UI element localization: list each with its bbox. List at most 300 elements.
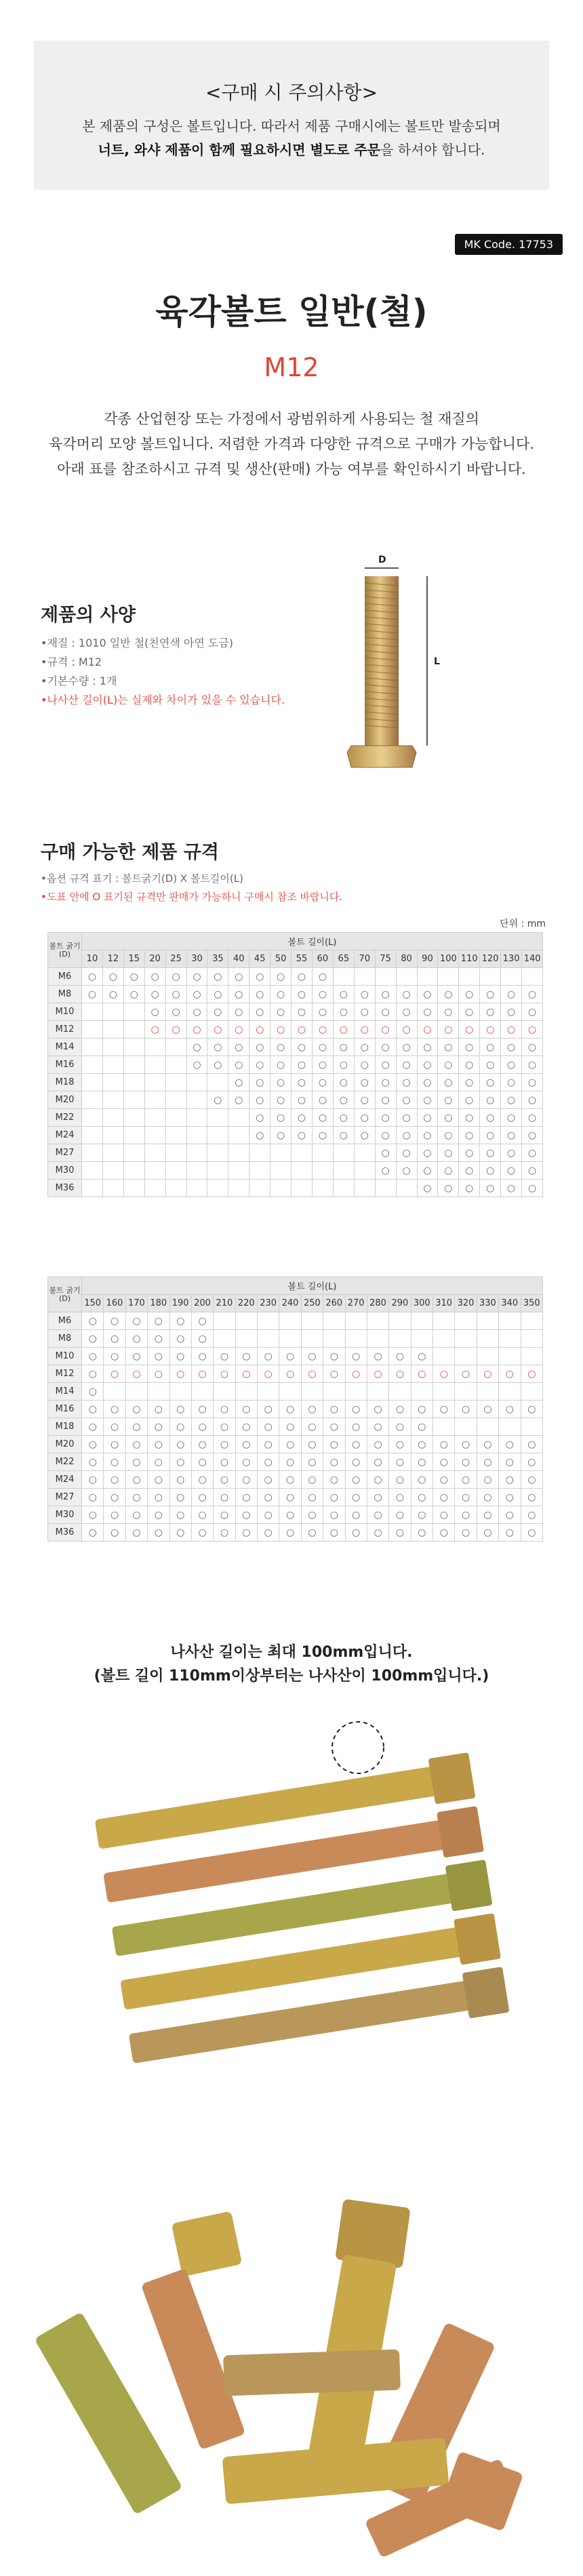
availability-cell: ○ <box>345 1401 367 1418</box>
availability-cell <box>323 1330 345 1348</box>
availability-cell: ○ <box>235 1453 257 1471</box>
availability-cell: ○ <box>433 1436 455 1453</box>
availability-cell: ○ <box>123 968 144 986</box>
availability-cell: ○ <box>82 1453 104 1471</box>
availability-cell: ○ <box>345 1453 367 1471</box>
availability-cell <box>82 1180 103 1197</box>
availability-cell: ○ <box>279 1436 301 1453</box>
availability-cell <box>333 1180 354 1197</box>
availability-cell: ○ <box>477 1489 498 1506</box>
availability-cell: ○ <box>499 1471 521 1489</box>
availability-cell: ○ <box>480 1074 501 1091</box>
availability-cell: ○ <box>249 1003 270 1021</box>
availability-cell: ○ <box>389 1524 411 1542</box>
availability-cell: ○ <box>459 1144 480 1162</box>
table-row <box>48 1330 543 1348</box>
length-header-cell: 130 <box>501 950 522 968</box>
availability-cell: ○ <box>249 1127 270 1144</box>
availability-cell: ○ <box>214 1489 235 1506</box>
availability-cell: ○ <box>333 1021 354 1039</box>
availability-cell: ○ <box>165 986 186 1003</box>
availability-cell: ○ <box>82 1383 104 1401</box>
availability-cell: ○ <box>148 1489 169 1506</box>
availability-cell: ○ <box>191 1418 213 1436</box>
availability-cell: ○ <box>521 1401 543 1418</box>
availability-cell: ○ <box>455 1453 477 1471</box>
size-cell: M20 <box>48 1436 82 1453</box>
table-row <box>48 1021 543 1039</box>
availability-cell <box>165 1127 186 1144</box>
length-header-cell: 280 <box>367 1295 388 1312</box>
length-header-cell: 12 <box>102 950 123 968</box>
availability-cell <box>270 1180 292 1197</box>
availability-cell: ○ <box>522 1021 543 1039</box>
availability-cell <box>411 1383 433 1401</box>
availability-cell: ○ <box>417 1180 438 1197</box>
availability-cell: ○ <box>345 1506 367 1524</box>
availability-cell: ○ <box>417 1091 438 1109</box>
availability-cell: ○ <box>459 1039 480 1056</box>
availability-cell: ○ <box>438 1003 459 1021</box>
availability-cell: ○ <box>433 1524 455 1542</box>
availability-cell: ○ <box>186 1056 207 1074</box>
size-column-header: 볼트 굵기 (D) <box>48 1277 82 1312</box>
table-row <box>48 1091 543 1109</box>
availability-cell: ○ <box>367 1453 388 1471</box>
availability-cell: ○ <box>207 986 228 1003</box>
availability-cell <box>82 1003 103 1021</box>
availability-cell <box>333 1162 354 1180</box>
availability-cell <box>279 1312 301 1330</box>
availability-cell: ○ <box>214 1365 235 1383</box>
availability-cell: ○ <box>279 1418 301 1436</box>
availability-cell: ○ <box>459 1127 480 1144</box>
availability-cell: ○ <box>258 1453 279 1471</box>
availability-cell <box>459 968 480 986</box>
availability-cell <box>411 1312 433 1330</box>
availability-cell: ○ <box>417 1144 438 1162</box>
spec-list <box>41 634 285 710</box>
availability-cell: ○ <box>270 1127 292 1144</box>
availability-cell: ○ <box>389 1365 411 1383</box>
unit-label: 단위 : mm <box>500 919 546 929</box>
availability-cell: ○ <box>375 1109 396 1127</box>
availability-cell: ○ <box>169 1453 191 1471</box>
availability-cell: ○ <box>104 1524 125 1542</box>
availability-cell: ○ <box>477 1401 498 1418</box>
availability-cell <box>312 1162 333 1180</box>
availability-cell: ○ <box>480 1056 501 1074</box>
availability-cell: ○ <box>501 1003 522 1021</box>
availability-cell: ○ <box>333 1039 354 1056</box>
availability-cell: ○ <box>459 1074 480 1091</box>
availability-cell: ○ <box>323 1436 345 1453</box>
availability-cell: ○ <box>521 1365 543 1383</box>
availability-cell: ○ <box>82 1418 104 1436</box>
availability-cell: ○ <box>270 1074 292 1091</box>
availability-cell <box>82 1056 103 1074</box>
availability-cell <box>214 1330 235 1348</box>
availability-cell <box>455 1383 477 1401</box>
availability-cell <box>258 1312 279 1330</box>
availability-cell: ○ <box>279 1401 301 1418</box>
table-row <box>48 1524 543 1542</box>
availability-cell: ○ <box>169 1330 191 1348</box>
availability-cell: ○ <box>480 1144 501 1162</box>
availability-cell: ○ <box>312 1039 333 1056</box>
availability-cell <box>102 1091 123 1109</box>
availability-cell <box>499 1348 521 1365</box>
availability-cell <box>367 1383 388 1401</box>
availability-cell <box>144 1074 165 1091</box>
thread-end-marker <box>332 1722 384 1773</box>
availability-cell: ○ <box>191 1471 213 1489</box>
availability-cell <box>249 1180 270 1197</box>
bolts-product-photo-1 <box>0 1702 583 2162</box>
length-group-header: 볼트 길이(L) <box>82 1277 543 1295</box>
availability-cell: ○ <box>207 1056 228 1074</box>
availability-cell: ○ <box>228 1021 249 1039</box>
availability-cell: ○ <box>396 986 417 1003</box>
availability-cell: ○ <box>148 1453 169 1471</box>
availability-cell <box>144 1109 165 1127</box>
availability-cell: ○ <box>292 1091 313 1109</box>
availability-cell: ○ <box>301 1453 323 1471</box>
availability-cell: ○ <box>480 1109 501 1127</box>
availability-cell: ○ <box>411 1489 433 1506</box>
table-row <box>48 1180 543 1197</box>
size-cell: M16 <box>48 1401 82 1418</box>
availability-cell: ○ <box>389 1401 411 1418</box>
availability-cell: ○ <box>323 1453 345 1471</box>
availability-cell: ○ <box>522 1056 543 1074</box>
availability-cell: ○ <box>417 1003 438 1021</box>
size-table-short <box>47 932 543 1197</box>
dimension-label-d: D <box>378 555 386 565</box>
table-row <box>48 1312 543 1330</box>
availability-cell: ○ <box>455 1365 477 1383</box>
availability-cell <box>375 968 396 986</box>
table-row <box>48 1471 543 1489</box>
length-header-cell: 140 <box>522 950 543 968</box>
availability-cell: ○ <box>228 1039 249 1056</box>
availability-cell <box>258 1383 279 1401</box>
availability-cell <box>455 1312 477 1330</box>
availability-cell <box>345 1383 367 1401</box>
availability-cell: ○ <box>249 1091 270 1109</box>
table-row <box>48 1436 543 1453</box>
availability-cell <box>207 1074 228 1091</box>
size-cell: M30 <box>48 1162 82 1180</box>
availability-cell <box>480 968 501 986</box>
table-row <box>48 1074 543 1091</box>
availability-cell: ○ <box>148 1436 169 1453</box>
length-header-cell: 55 <box>292 950 313 968</box>
length-header-cell: 75 <box>375 950 396 968</box>
length-header-cell: 10 <box>82 950 103 968</box>
table-row <box>48 986 543 1003</box>
availability-cell <box>258 1330 279 1348</box>
availability-cell <box>292 1144 313 1162</box>
availability-cell <box>186 1109 207 1127</box>
availability-cell: ○ <box>82 968 103 986</box>
availability-cell: ○ <box>389 1348 411 1365</box>
availability-cell: ○ <box>375 1162 396 1180</box>
availability-cell: ○ <box>235 1524 257 1542</box>
size-table-title: 구매 가능한 제품 규격 <box>41 842 219 863</box>
availability-cell: ○ <box>417 1039 438 1056</box>
size-column-header: 볼트 굵기 (D) <box>48 933 82 968</box>
availability-cell <box>186 1074 207 1091</box>
length-header-cell: 150 <box>82 1295 104 1312</box>
length-header-cell: 160 <box>104 1295 125 1312</box>
availability-cell <box>270 1144 292 1162</box>
availability-cell: ○ <box>82 986 103 1003</box>
availability-cell <box>499 1418 521 1436</box>
availability-cell <box>375 1180 396 1197</box>
availability-cell: ○ <box>455 1401 477 1418</box>
availability-cell: ○ <box>186 1021 207 1039</box>
availability-cell: ○ <box>312 986 333 1003</box>
availability-cell <box>82 1162 103 1180</box>
availability-cell: ○ <box>165 968 186 986</box>
availability-cell: ○ <box>125 1312 147 1330</box>
availability-cell: ○ <box>207 1021 228 1039</box>
availability-cell: ○ <box>169 1471 191 1489</box>
availability-cell: ○ <box>258 1418 279 1436</box>
availability-cell: ○ <box>228 986 249 1003</box>
availability-cell: ○ <box>148 1401 169 1418</box>
availability-cell: ○ <box>433 1506 455 1524</box>
availability-cell <box>165 1109 186 1127</box>
availability-cell: ○ <box>501 1074 522 1091</box>
availability-cell: ○ <box>480 986 501 1003</box>
availability-cell: ○ <box>214 1401 235 1418</box>
length-header-cell: 180 <box>148 1295 169 1312</box>
availability-cell: ○ <box>312 1091 333 1109</box>
availability-cell <box>477 1383 498 1401</box>
size-cell: M10 <box>48 1348 82 1365</box>
availability-cell: ○ <box>125 1471 147 1489</box>
availability-cell: ○ <box>258 1436 279 1453</box>
availability-cell <box>82 1021 103 1039</box>
availability-cell <box>235 1383 257 1401</box>
availability-cell <box>214 1312 235 1330</box>
availability-cell: ○ <box>389 1453 411 1471</box>
availability-cell: ○ <box>270 986 292 1003</box>
availability-cell: ○ <box>345 1489 367 1506</box>
availability-cell: ○ <box>148 1506 169 1524</box>
availability-cell <box>123 1109 144 1127</box>
table-row <box>48 968 543 986</box>
availability-cell: ○ <box>82 1365 104 1383</box>
availability-cell: ○ <box>125 1401 147 1418</box>
availability-cell: ○ <box>235 1471 257 1489</box>
availability-cell <box>521 1348 543 1365</box>
availability-cell: ○ <box>258 1524 279 1542</box>
availability-cell <box>228 1127 249 1144</box>
availability-cell: ○ <box>323 1348 345 1365</box>
availability-cell <box>522 968 543 986</box>
availability-cell: ○ <box>459 1109 480 1127</box>
size-cell: M14 <box>48 1383 82 1401</box>
size-cell: M12 <box>48 1021 82 1039</box>
availability-cell: ○ <box>301 1506 323 1524</box>
availability-cell: ○ <box>459 1180 480 1197</box>
availability-cell <box>102 1056 123 1074</box>
availability-cell: ○ <box>148 1348 169 1365</box>
availability-cell: ○ <box>459 1162 480 1180</box>
length-header-cell: 210 <box>214 1295 235 1312</box>
availability-cell: ○ <box>477 1365 498 1383</box>
availability-cell: ○ <box>459 1056 480 1074</box>
availability-cell: ○ <box>499 1489 521 1506</box>
availability-cell: ○ <box>480 1091 501 1109</box>
availability-cell: ○ <box>165 1021 186 1039</box>
availability-cell: ○ <box>433 1489 455 1506</box>
availability-cell: ○ <box>345 1471 367 1489</box>
table-row <box>48 1003 543 1021</box>
availability-cell: ○ <box>499 1436 521 1453</box>
availability-cell: ○ <box>323 1401 345 1418</box>
availability-cell: ○ <box>323 1506 345 1524</box>
availability-cell: ○ <box>411 1436 433 1453</box>
availability-cell: ○ <box>191 1330 213 1348</box>
mk-code-badge: MK Code. 17753 <box>455 234 563 255</box>
length-header-cell: 290 <box>389 1295 411 1312</box>
availability-cell: ○ <box>521 1471 543 1489</box>
availability-cell: ○ <box>249 1039 270 1056</box>
availability-cell <box>499 1383 521 1401</box>
availability-cell: ○ <box>82 1436 104 1453</box>
length-header-cell: 350 <box>521 1295 543 1312</box>
availability-cell: ○ <box>301 1471 323 1489</box>
size-cell: M14 <box>48 1039 82 1056</box>
availability-cell: ○ <box>389 1471 411 1489</box>
availability-cell: ○ <box>292 968 313 986</box>
length-header-cell: 110 <box>459 950 480 968</box>
availability-cell <box>438 968 459 986</box>
availability-cell <box>312 1180 333 1197</box>
availability-cell <box>102 1144 123 1162</box>
availability-cell <box>389 1312 411 1330</box>
availability-cell: ○ <box>375 1003 396 1021</box>
length-header-cell: 65 <box>333 950 354 968</box>
availability-cell: ○ <box>144 1003 165 1021</box>
availability-cell: ○ <box>521 1506 543 1524</box>
availability-cell <box>186 1180 207 1197</box>
availability-cell: ○ <box>396 1127 417 1144</box>
length-header-cell: 45 <box>249 950 270 968</box>
availability-cell: ○ <box>104 1312 125 1330</box>
availability-cell: ○ <box>312 1056 333 1074</box>
availability-cell: ○ <box>438 1127 459 1144</box>
availability-cell <box>191 1383 213 1401</box>
availability-cell <box>165 1180 186 1197</box>
availability-cell: ○ <box>169 1524 191 1542</box>
availability-cell: ○ <box>417 1109 438 1127</box>
availability-cell: ○ <box>270 1109 292 1127</box>
availability-cell: ○ <box>499 1453 521 1471</box>
availability-cell: ○ <box>521 1453 543 1471</box>
availability-cell: ○ <box>228 1056 249 1074</box>
availability-cell <box>165 1144 186 1162</box>
availability-cell <box>144 1162 165 1180</box>
availability-cell: ○ <box>375 1074 396 1091</box>
size-cell: M30 <box>48 1506 82 1524</box>
availability-cell: ○ <box>367 1471 388 1489</box>
availability-cell: ○ <box>258 1348 279 1365</box>
availability-cell: ○ <box>301 1365 323 1383</box>
availability-cell: ○ <box>354 1056 375 1074</box>
availability-cell: ○ <box>396 1056 417 1074</box>
availability-cell <box>207 1180 228 1197</box>
availability-cell <box>455 1418 477 1436</box>
availability-cell: ○ <box>270 968 292 986</box>
availability-cell <box>417 968 438 986</box>
availability-cell: ○ <box>214 1453 235 1471</box>
availability-cell: ○ <box>82 1330 104 1348</box>
availability-cell <box>102 1074 123 1091</box>
availability-cell <box>186 1144 207 1162</box>
availability-cell <box>367 1312 388 1330</box>
dimension-label-l: L <box>434 656 440 667</box>
availability-cell: ○ <box>125 1348 147 1365</box>
notice-line-2 <box>34 139 549 159</box>
availability-cell <box>235 1330 257 1348</box>
availability-cell: ○ <box>480 1021 501 1039</box>
availability-cell: ○ <box>522 1127 543 1144</box>
availability-cell <box>477 1348 498 1365</box>
length-header-cell: 190 <box>169 1295 191 1312</box>
availability-cell: ○ <box>477 1436 498 1453</box>
availability-cell <box>354 1162 375 1180</box>
description-line-2: 육각머리 모양 볼트입니다. 저렴한 가격과 다양한 규격으로 구매가 가능합니다. <box>49 436 534 452</box>
availability-cell <box>354 1144 375 1162</box>
availability-cell: ○ <box>301 1436 323 1453</box>
notice-line-2-bold: 너트, 와샤 제품이 함께 필요하시면 별도로 주문 <box>98 142 381 158</box>
description-line-3: 아래 표를 참조하시고 규격 및 생산(판매) 가능 여부를 확인하시기 바랍니다. <box>57 461 526 477</box>
availability-cell: ○ <box>312 968 333 986</box>
availability-cell: ○ <box>455 1506 477 1524</box>
availability-cell <box>123 1180 144 1197</box>
size-cell: M22 <box>48 1109 82 1127</box>
availability-cell: ○ <box>186 1003 207 1021</box>
availability-cell <box>123 1021 144 1039</box>
availability-cell: ○ <box>82 1506 104 1524</box>
availability-cell: ○ <box>455 1524 477 1542</box>
availability-cell <box>123 1144 144 1162</box>
availability-cell: ○ <box>104 1436 125 1453</box>
availability-cell: ○ <box>375 1144 396 1162</box>
size-cell: M6 <box>48 1312 82 1330</box>
availability-cell: ○ <box>279 1453 301 1471</box>
length-header-cell: 330 <box>477 1295 498 1312</box>
availability-cell: ○ <box>477 1471 498 1489</box>
availability-cell: ○ <box>367 1348 388 1365</box>
availability-cell: ○ <box>214 1418 235 1436</box>
availability-cell: ○ <box>433 1453 455 1471</box>
availability-cell <box>165 1091 186 1109</box>
availability-cell: ○ <box>235 1489 257 1506</box>
availability-cell: ○ <box>323 1365 345 1383</box>
availability-cell <box>144 1039 165 1056</box>
availability-cell <box>249 1162 270 1180</box>
availability-cell: ○ <box>501 1091 522 1109</box>
availability-cell <box>521 1312 543 1330</box>
length-group-header: 볼트 길이(L) <box>82 933 543 950</box>
availability-cell: ○ <box>354 1091 375 1109</box>
